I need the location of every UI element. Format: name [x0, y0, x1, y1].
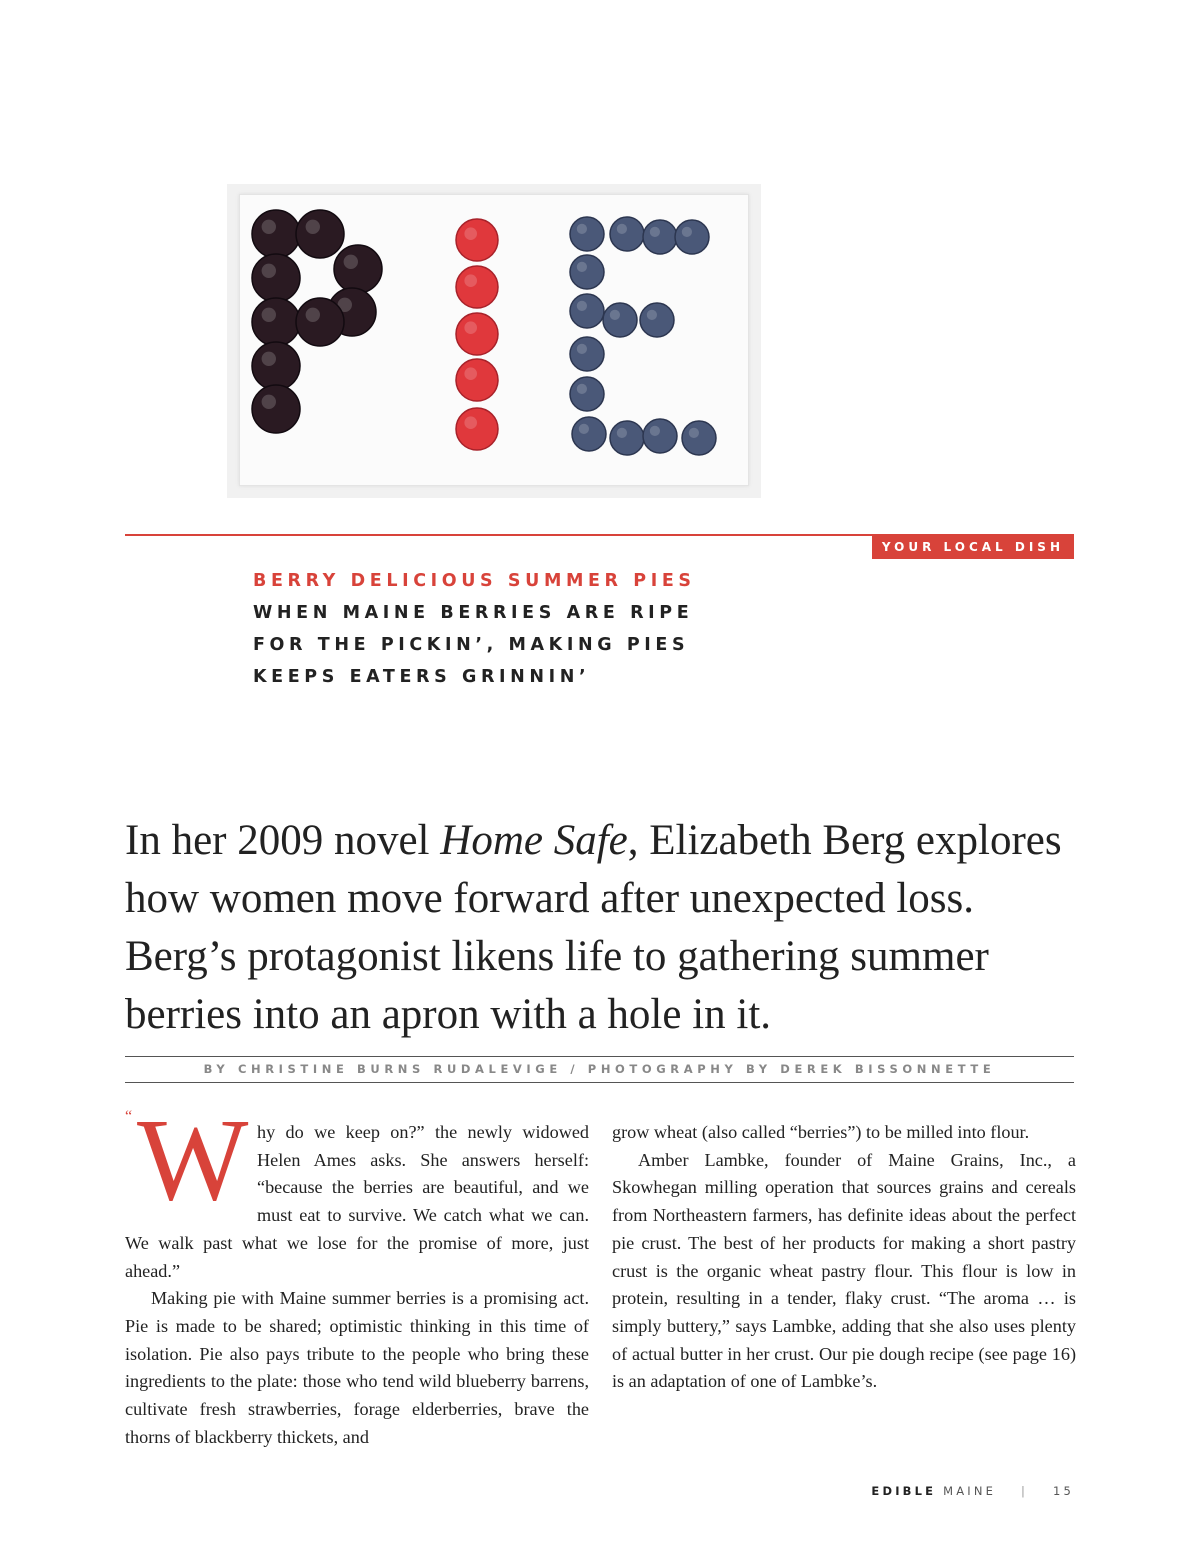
raspberry — [456, 313, 498, 355]
berries-pie-illustration — [227, 184, 761, 498]
blackberry-highlight — [262, 308, 276, 322]
hero-photo — [227, 184, 761, 498]
blackberry — [252, 254, 300, 302]
blueberry-highlight — [682, 227, 692, 237]
headline-subtitle-line: FOR THE PICKIN’, MAKING PIES — [253, 635, 690, 655]
raspberry — [456, 359, 498, 401]
magazine-name-light: MAINE — [943, 1484, 997, 1498]
book-title: Home Safe — [440, 817, 628, 864]
raspberry-highlight — [464, 416, 477, 429]
blueberry — [682, 421, 716, 455]
blueberry — [572, 417, 606, 451]
blackberry-highlight — [344, 255, 358, 269]
blackberry-highlight — [262, 395, 276, 409]
blueberry-highlight — [617, 428, 627, 438]
blackberry-highlight — [262, 220, 276, 234]
blackberry — [252, 385, 300, 433]
blueberry — [570, 377, 604, 411]
article-headline — [253, 565, 853, 693]
blueberry-highlight — [610, 310, 620, 320]
raspberry — [456, 219, 498, 261]
page-number: 15 — [1052, 1484, 1074, 1498]
blackberry — [296, 298, 344, 346]
folio-separator: | — [1021, 1484, 1029, 1498]
blueberry — [570, 217, 604, 251]
article-deck: In her 2009 novel Home Safe, Elizabeth Berg explores how women move forward after unexpected loss. Berg’s protagonist likens life to gathering summer berries into an apron with a hole in it. — [125, 817, 1062, 1038]
raspberry-highlight — [464, 367, 477, 380]
page-folio — [871, 1484, 1074, 1498]
raspberry-highlight — [464, 227, 477, 240]
blueberry — [570, 294, 604, 328]
drop-cap-block — [125, 1094, 251, 1225]
blackberry-highlight — [306, 220, 320, 234]
blueberry-highlight — [647, 310, 657, 320]
blueberry-highlight — [577, 262, 587, 272]
blueberry — [643, 419, 677, 453]
blueberry-highlight — [650, 227, 660, 237]
blueberry — [675, 220, 709, 254]
blackberry — [252, 210, 300, 258]
blueberry — [570, 337, 604, 371]
blueberry — [640, 303, 674, 337]
blueberry-highlight — [577, 384, 587, 394]
body-paragraph: grow wheat (also called “berries”) to be milled into flour. — [612, 1122, 1030, 1142]
raspberry-highlight — [464, 274, 477, 287]
raspberry — [456, 408, 498, 450]
blueberry — [610, 421, 644, 455]
raspberry-highlight — [464, 321, 477, 334]
blueberry-highlight — [689, 428, 699, 438]
blueberry — [610, 217, 644, 251]
blueberry-highlight — [650, 426, 660, 436]
headline-subtitle-line: WHEN MAINE BERRIES ARE RIPE — [253, 603, 694, 623]
headline-subtitle-line: KEEPS EATERS GRINNIN’ — [253, 667, 591, 687]
blackberry-highlight — [262, 264, 276, 278]
raspberry — [456, 266, 498, 308]
drop-cap: W — [137, 1094, 249, 1225]
blueberry-highlight — [577, 301, 587, 311]
body-column-left — [125, 1094, 589, 1451]
byline-rule-top — [125, 1056, 1074, 1057]
blackberry — [296, 210, 344, 258]
blueberry — [603, 303, 637, 337]
body-paragraph: Amber Lambke, founder of Maine Grains, Inc., a Skowhegan milling operation that sources grains and cereals from Northeastern farmers, has definite ideas about the perfect pie crust. The best of her products for making a short pastry crust is the organic wheat pastry flour. This flour is low in protein, resulting in a tender, flaky crust. “The aroma … is simply buttery,” says Lambke, adding that she also uses plenty of actual butter in her crust. Our pie dough recipe (see page 16) is an adaptation of one of Lambke’s. — [612, 1149, 1076, 1392]
blueberry — [643, 220, 677, 254]
body-paragraph: Making pie with Maine summer berries is a promising act. Pie is made to be shared; optimistic thinking in this time of isolation. Pie also pays tribute to the people who bring these ingredients to the plate: those who tend wild blueberry barrens, cultivate fresh strawberries, forage elderberries, brave the thorns of blackberry thickets, and — [125, 1288, 589, 1447]
headline-title: BERRY DELICIOUS SUMMER PIES — [253, 571, 696, 591]
blackberry-highlight — [262, 352, 276, 366]
blackberry — [252, 298, 300, 346]
blackberry-highlight — [306, 308, 320, 322]
magazine-name-bold: EDIBLE — [871, 1484, 937, 1498]
open-quote-mark: “ — [125, 1108, 133, 1125]
section-tag: YOUR LOCAL DISH — [872, 536, 1074, 559]
blackberry — [334, 245, 382, 293]
blueberry-highlight — [577, 344, 587, 354]
byline: BY CHRISTINE BURNS RUDALEVIGE / PHOTOGRAPHY BY DEREK BISSONNETTE — [203, 1062, 996, 1076]
blueberry-highlight — [577, 224, 587, 234]
body-column-right — [612, 1119, 1076, 1396]
body-paragraph: “ W hy do we keep on?” the newly widowed Helen Ames asks. She answers herself: “because the berries are beautiful, and we must eat to survive. We catch what we can. We walk past what we lose for the promise of more, just ahead.” — [125, 1094, 589, 1281]
byline-rule-bottom — [125, 1082, 1074, 1083]
blueberry-highlight — [579, 424, 589, 434]
blueberry — [570, 255, 604, 289]
blueberry-highlight — [617, 224, 627, 234]
blackberry — [252, 342, 300, 390]
